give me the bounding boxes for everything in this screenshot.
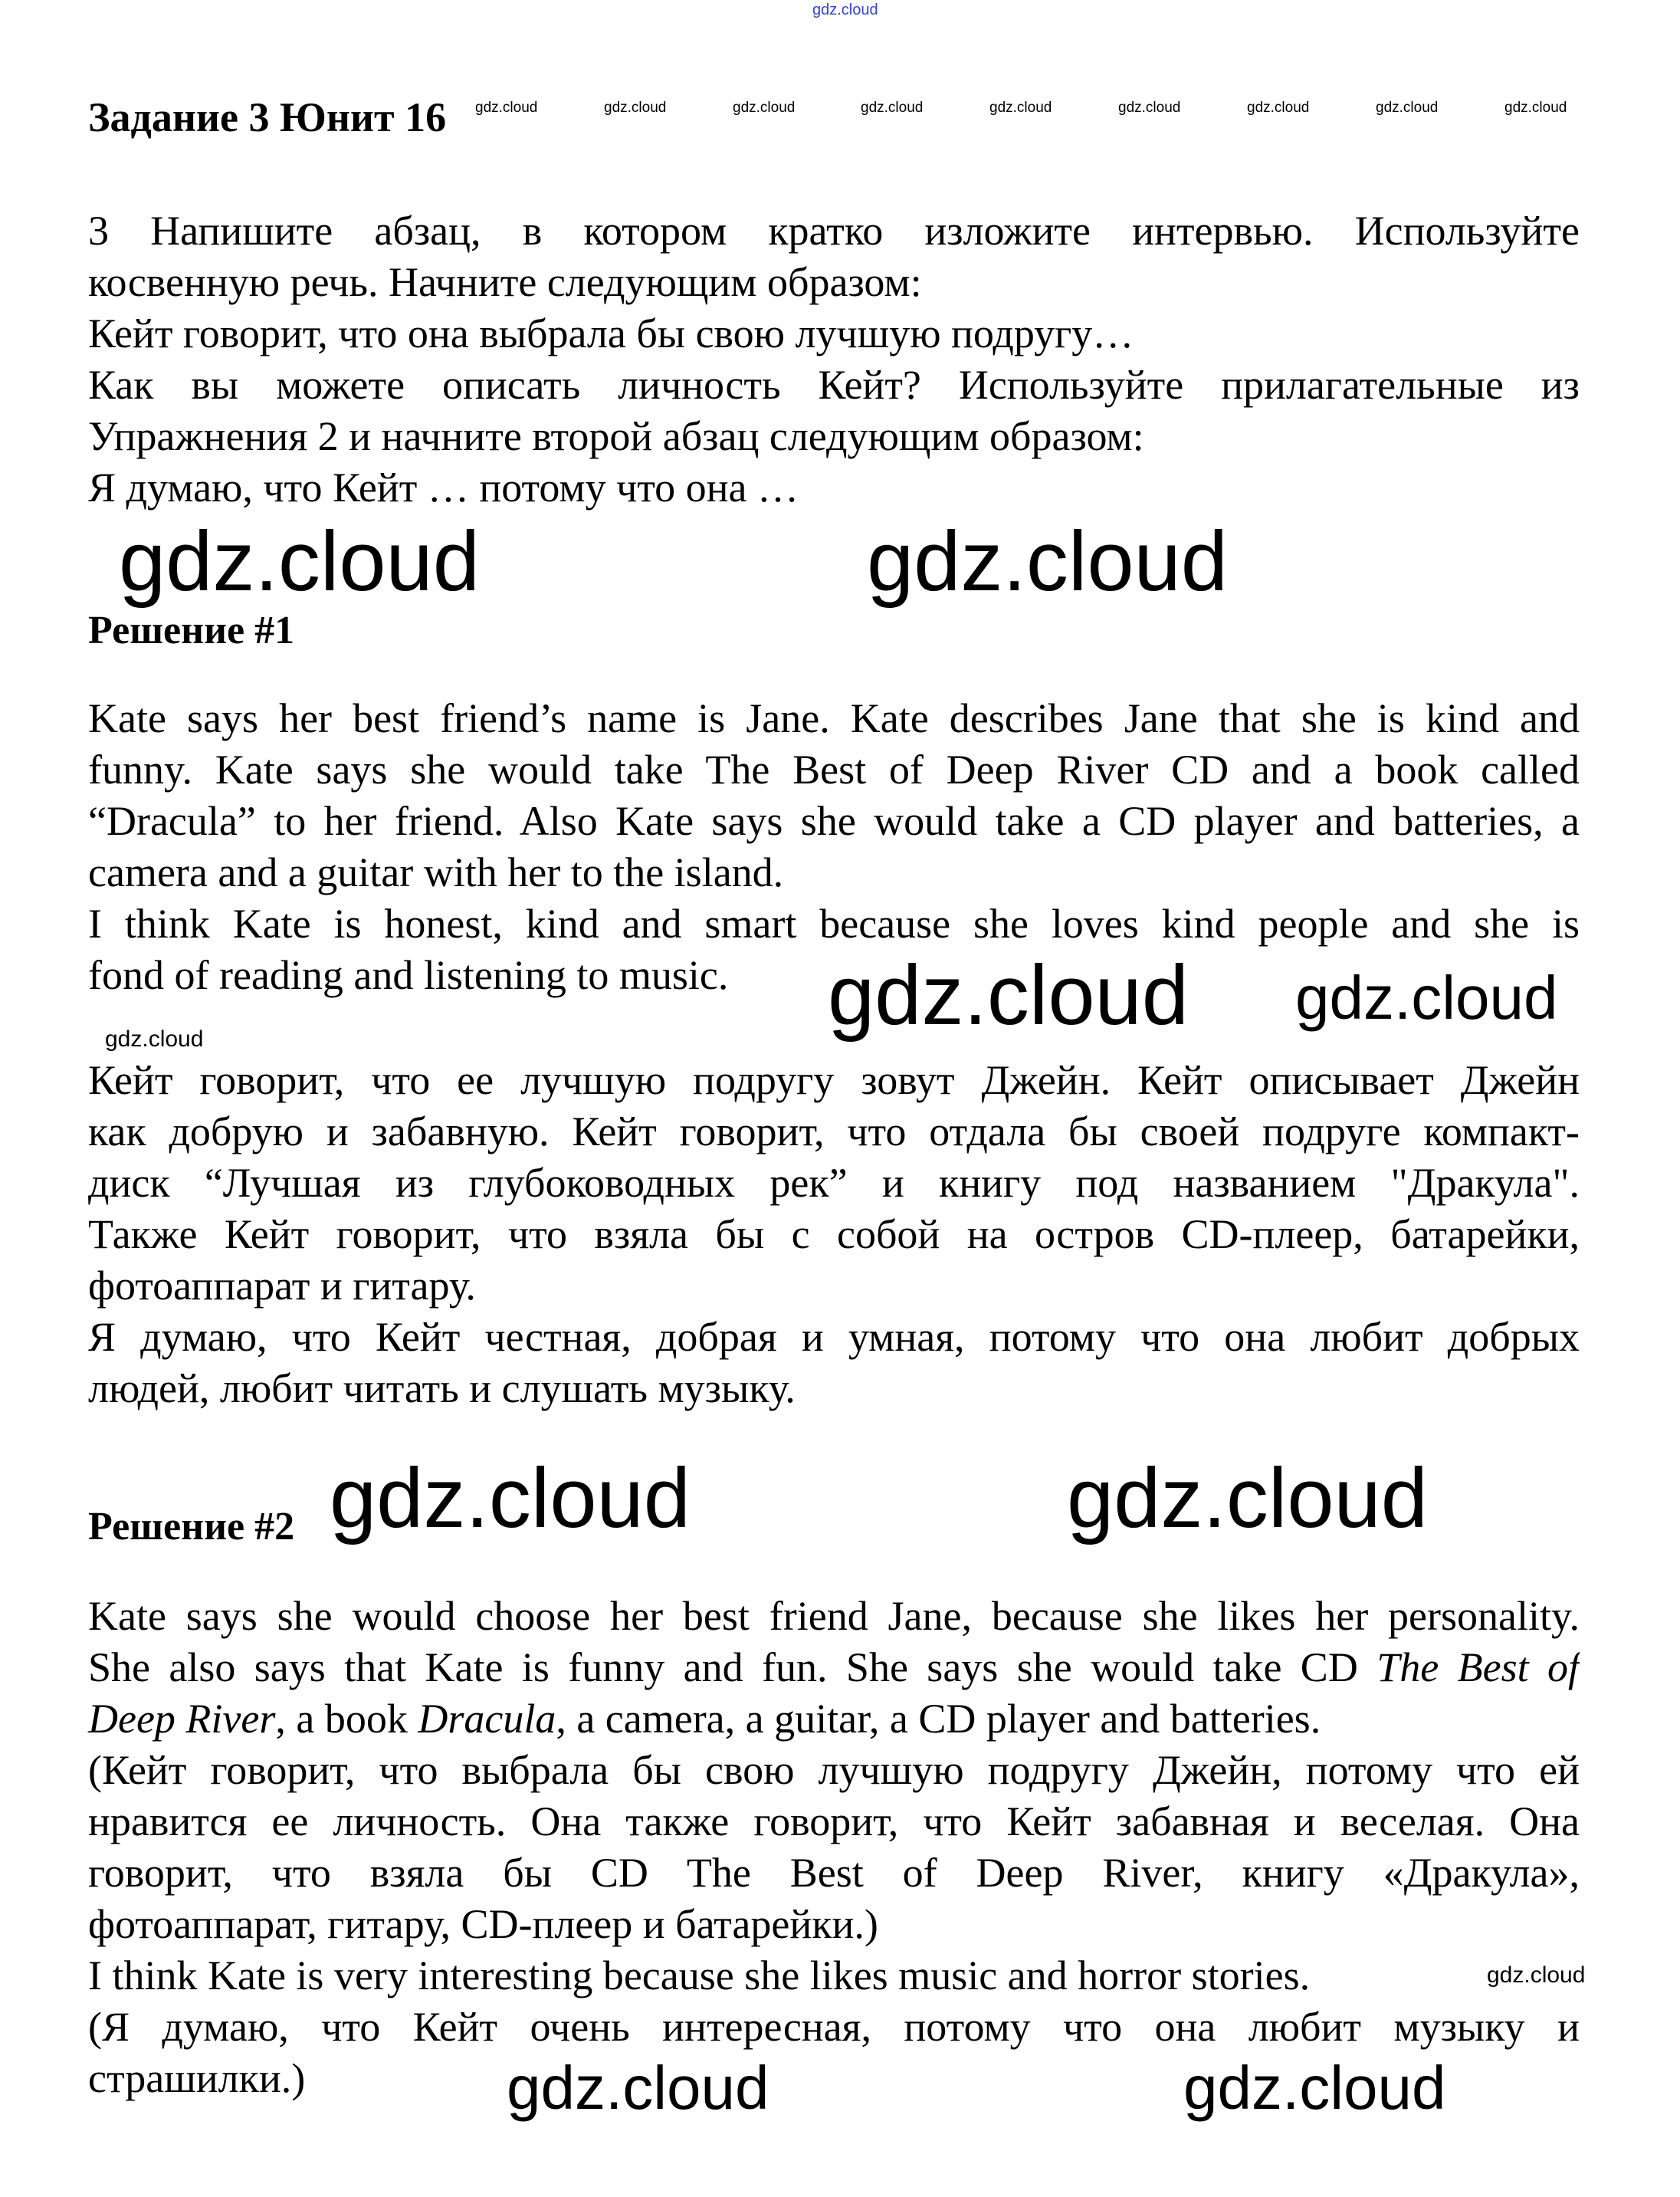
text-line: camera and a guitar with her to the island.: [88, 849, 784, 895]
text-line: косвенную речь. Начните следующим образом:: [88, 259, 922, 305]
text-line: I think Kate is honest, kind and smart because she loves kind people and she is: [88, 901, 1580, 947]
text-line: Kate says her best friend’s name is Jane. Kate describes Jane that she is kind and: [88, 695, 1580, 741]
watermark: gdz.cloud: [1183, 2054, 1446, 2122]
watermark: gdz.cloud: [119, 514, 480, 609]
watermark: gdz.cloud: [1247, 100, 1310, 116]
watermark: gdz.cloud: [1118, 100, 1181, 116]
watermark: gdz.cloud: [1295, 964, 1558, 1032]
watermark: gdz.cloud: [475, 100, 538, 116]
text-line: нравится ее личность. Она также говорит, что Кейт забавная и веселая. Она: [88, 1798, 1580, 1844]
text-line: Также Кейт говорит, что взяла бы с собой на остров CD-плеер, батарейки,: [88, 1211, 1580, 1257]
text-line: funny. Kate says she would take The Best of Deep River CD and a book called: [88, 747, 1580, 793]
text-line: Кейт говорит, что она выбрала бы свою лучшую подругу…: [88, 310, 1134, 356]
text-line: страшилки.): [88, 2055, 306, 2101]
text-line: Я думаю, что Кейт честная, добрая и умная, потому что она любит добрых: [88, 1314, 1580, 1360]
text-line: людей, любит читать и слушать музыку.: [88, 1365, 796, 1411]
text-line: [88, 1642, 1580, 1693]
text-line: Упражнения 2 и начните второй абзац следующим образом:: [88, 413, 1144, 459]
watermark: gdz.cloud: [733, 100, 796, 116]
text-line: фотоаппарат, гитару, CD-плеер и батарейки.): [88, 1901, 878, 1947]
text-segment: , a camera, a guitar, a CD player and batteries.: [556, 1696, 1321, 1742]
text-line: говорит, что взяла бы CD The Best of Deep River, книгу «Дракула»,: [88, 1850, 1580, 1896]
task-text: [88, 205, 1580, 514]
text-line: fond of reading and listening to music.: [88, 952, 729, 998]
solution1-heading: Решение #1: [88, 609, 295, 652]
text-line: “Dracula” to her friend. Also Kate says she would take a CD player and batteries, a: [88, 798, 1580, 844]
text-line: I think Kate is very interesting because she likes music and horror stories.: [88, 1952, 1311, 1998]
watermark: gdz.cloud: [330, 1451, 691, 1545]
text-line: (Кейт говорит, что выбрала бы свою лучшую подругу Джейн, потому что ей: [88, 1747, 1580, 1793]
text-line: Кейт говорит, что ее лучшую подругу зовут Джейн. Кейт описывает Джейн: [88, 1057, 1580, 1103]
solution1-russian: [88, 1055, 1580, 1414]
italic-title: Deep River: [88, 1696, 276, 1742]
watermark: gdz.cloud: [828, 948, 1189, 1043]
solution2-heading: Решение #2: [88, 1505, 295, 1548]
text-segment: She also says that Kate is funny and fun. She says she would take CD: [88, 1644, 1377, 1690]
text-line: диск “Лучшая из глубоководных рек” и книгу под названием "Дракула".: [88, 1160, 1580, 1206]
italic-title: The Best of: [1376, 1644, 1580, 1690]
text-line: [88, 1693, 1580, 1745]
watermark: gdz.cloud: [1376, 100, 1439, 116]
page-title: Задание 3 Юнит 16: [88, 94, 447, 140]
watermark: gdz.cloud: [861, 100, 924, 116]
watermark: gdz.cloud: [1487, 1962, 1586, 1988]
text-line: Как вы можете описать личность Кейт? Используйте прилагательные из: [88, 362, 1580, 408]
text-line: 3 Напишите абзац, в котором кратко изложите интервью. Используйте: [88, 208, 1580, 254]
watermark: gdz.cloud: [105, 1026, 204, 1052]
text-line: как добрую и забавную. Кейт говорит, что отдала бы своей подруге компакт-: [88, 1108, 1580, 1154]
watermark: gdz.cloud: [1504, 100, 1567, 116]
watermark: gdz.cloud: [867, 514, 1228, 609]
text-line: фотоаппарат и гитару.: [88, 1263, 476, 1309]
watermark: gdz.cloud: [989, 100, 1052, 116]
header-watermark: gdz.cloud: [812, 2, 878, 18]
text-line: Я думаю, что Кейт … потому что она …: [88, 465, 799, 511]
watermark: gdz.cloud: [507, 2054, 769, 2122]
text-line: (Я думаю, что Кейт очень интересная, потому что она любит музыку и: [88, 2004, 1580, 2050]
watermark: gdz.cloud: [1067, 1451, 1428, 1545]
text-line: Kate says she would choose her best friend Jane, because she likes her personality.: [88, 1593, 1580, 1639]
watermark: gdz.cloud: [604, 100, 667, 116]
italic-title: Dracula: [418, 1696, 556, 1742]
text-segment: , a book: [275, 1696, 418, 1742]
solution2-text: [88, 1591, 1580, 2104]
